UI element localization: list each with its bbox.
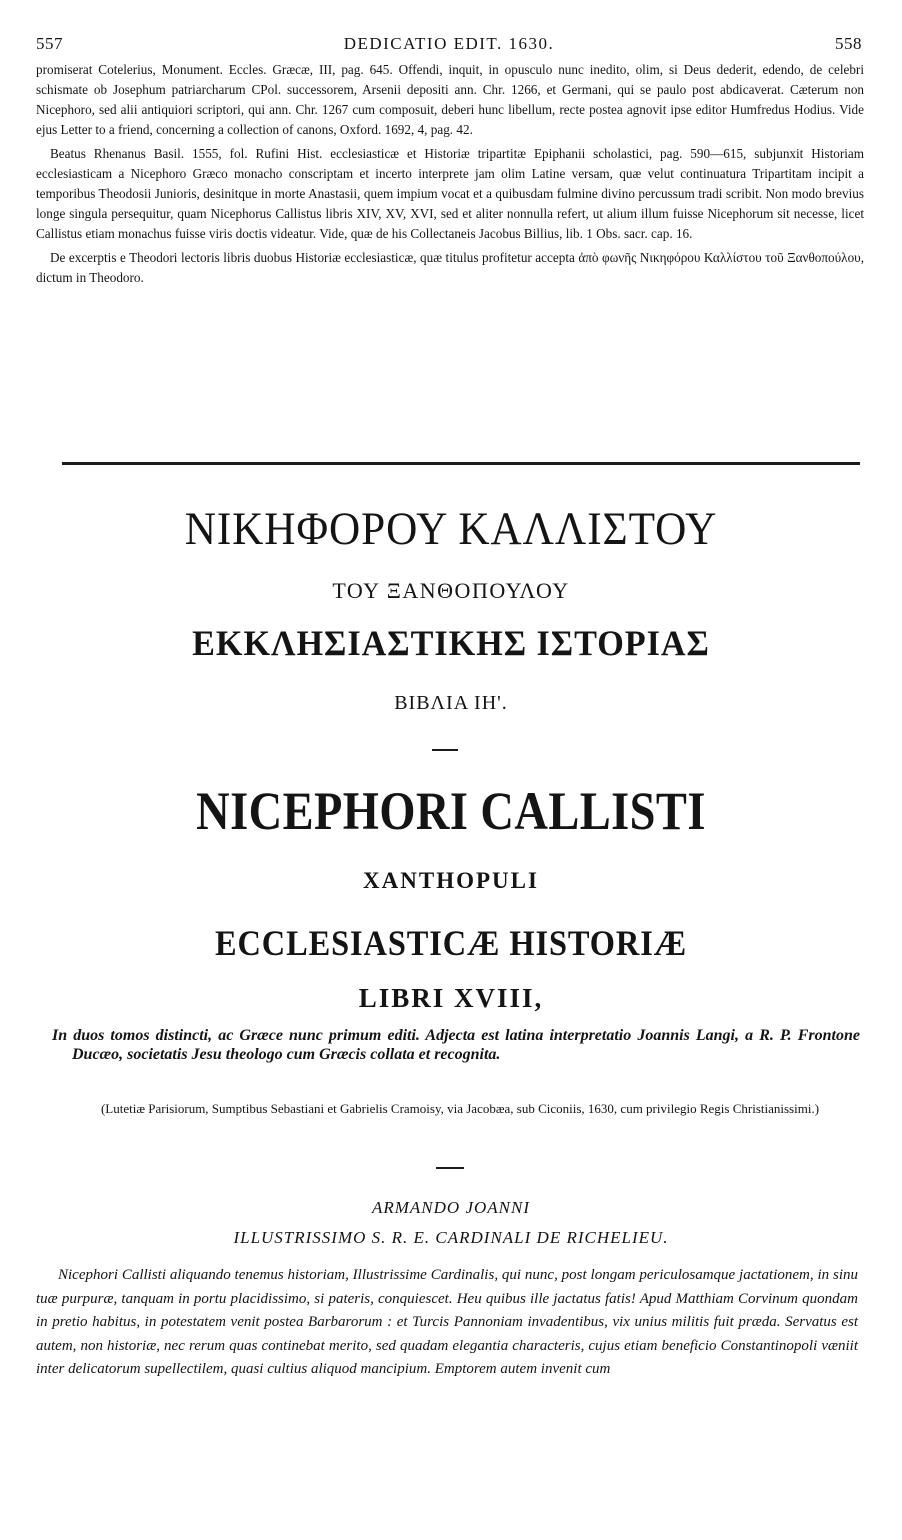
latin-ecclesiastical-history: ECCLESIASTICÆ HISTORIÆ	[214, 923, 688, 963]
edition-description: In duos tomos distincti, ac Græce nunc primum editi. Adjecta est latina interpretatio Joannis Langi, a R. P. Frontone Ducæo, societatis Jesu theologo cum Græcis collata et recognita.	[52, 1027, 860, 1063]
imprint: (Lutetiæ Parisiorum, Sumptibus Sebastiani et Gabrielis Cramoisy, via Jacobæa, sub Ciconiis, 1630, cum privilegio Regis Christianissimi.)	[100, 1101, 820, 1116]
dedication-recipient: ARMANDO JOANNI	[371, 1198, 530, 1217]
section-divider	[62, 462, 860, 465]
greek-books-count: ΒΙΒΛΙΑ ΙΗ'.	[394, 692, 508, 714]
note-paragraph-3: De excerptis e Theodori lectoris libris duobus Historiæ ecclesiasticæ, quæ titulus profitetur accepta ἀπὸ φωνῆς Νικηφόρου Καλλίστου τοῦ Ξανθοπούλου, dictum in Theodoro.	[36, 250, 864, 285]
notes-section	[36, 60, 864, 292]
greek-ecclesiastical-history: ΕΚΚΛΗΣΙΑΣΤΙΚΗΣ ΙΣΤΟΡΙΑΣ	[192, 623, 710, 663]
latin-subtitle: XANTHOPULI	[363, 868, 539, 893]
running-head	[36, 34, 862, 58]
greek-subtitle: ΤΟΥ ΞΑΝΘΟΠΟΥΛΟΥ	[332, 578, 570, 603]
running-head-title: DEDICATIO EDIT. 1630.	[343, 34, 555, 53]
greek-title: ΝΙΚΗΦΟΡΟΥ ΚΑΛΛΙΣΤΟΥ	[184, 503, 718, 555]
note-paragraph-2: Beatus Rhenanus Basil. 1555, fol. Rufini Hist. ecclesiasticæ et Historiæ tripartitæ Epiphanii scholastici, pag. 590—615, subjunxit Historiam ecclesiasticam a Nicephoro Græco monacho conscriptam et incerto interprete jam olim Latine versam, quæ velut continuatura Tripartitam incipit a temporibus Theodosii Junioris, desinitque in morte Anastasii, quem impium vocat et a quibusdam fulmine divino percussum tradi scribit. Non modo brevius longe singula persequitur, quam Nicephorus Callistus libris XIV, XV, XVI, sed et aliter nonnulla refert, ut alium illum fuisse Nicephorum sit necesse, licet Callistus etiam monachus fuisse viris doctis videatur. Vide, quæ de his Collectaneis Jacobus Billius, lib. 1 Obs. sacr. cap. 16.	[36, 146, 864, 241]
title-dash-2	[436, 1167, 464, 1169]
dedication-cardinal: ILLUSTRISSIMO S. R. E. CARDINALI DE RICHELIEU.	[233, 1228, 669, 1247]
left-page-number: 557	[36, 34, 63, 53]
title-dash-1	[432, 749, 458, 751]
right-page-number: 558	[834, 34, 862, 53]
dedication-text: Nicephori Callisti aliquando tenemus historiam, Illustrissime Cardinalis, qui nunc, post longam periculosamque jactationem, in sinu tuæ purpuræ, tanquam in portu placidissimo, si pateris, conquiescet. Heu quibus ille jactatus fatis! Apud Matthiam Corvinum quondam in pretio habitus, in potestatem venit postea Barbarorum : et Turcis Pannoniam invadentibus, vix unius militis fuit præda. Servatus est autem, non historiæ, nec rerum quas continebat merito, sed quadam elegantia characteris, cujus etiam beneficio Constantinopoli væniit inter delicatorum supellectilem, quasi cultius aliquod mancipium. Emptorem autem invenit cum	[36, 1267, 858, 1377]
note-paragraph-1: promiserat Cotelerius, Monument. Eccles. Græcæ, III, pag. 645. Offendi, inquit, in opusculo nunc inedito, olim, si Deus dederit, edendo, de celebri schismate ob Josephum patriarcharum CPol. successorem, Arsenii depositi ann. Chr. 1266, et Germani, qui se paulo post abdicaverat. Cæterum non Nicephoro, sed alii antiquiori scriptori, qui ann. Chr. 1267 cum composuit, deberi hunc libellum, recte postea agnovit ipse editor Humfredus Hodius. Vide ejus Letter to a friend, concerning a collection of canons, Oxford. 1692, 4, pag. 42.	[36, 62, 864, 137]
latin-title: NICEPHORI CALLISTI	[196, 781, 706, 841]
latin-books-count: LIBRI XVIII,	[358, 983, 544, 1013]
